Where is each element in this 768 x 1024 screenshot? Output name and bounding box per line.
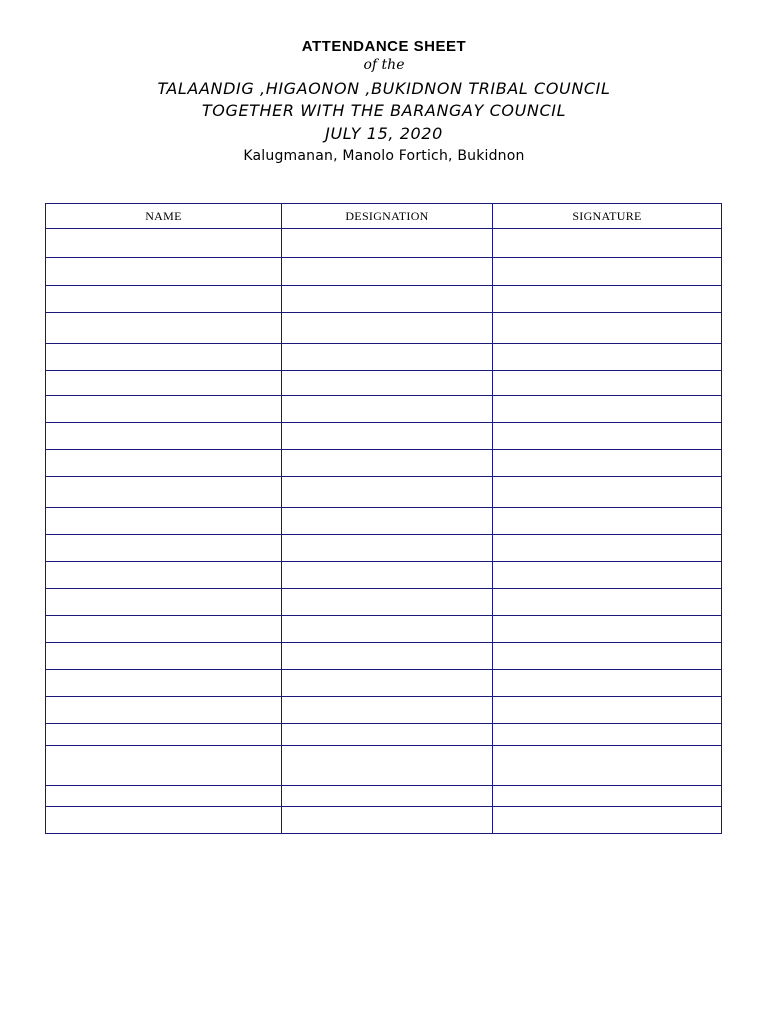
cell-designation[interactable]: [282, 258, 493, 286]
column-header-name: NAME: [46, 204, 282, 229]
cell-name[interactable]: [46, 286, 282, 313]
cell-name[interactable]: [46, 589, 282, 616]
cell-designation[interactable]: [282, 344, 493, 371]
table-row: [46, 643, 722, 670]
cell-signature[interactable]: [493, 371, 722, 396]
cell-designation[interactable]: [282, 423, 493, 450]
council-subline: TOGETHER WITH THE BARANGAY COUNCIL: [201, 101, 567, 120]
cell-designation[interactable]: [282, 807, 493, 834]
document-title: ATTENDANCE SHEET: [301, 38, 467, 55]
document-location: Kalugmanan, Manolo Fortich, Bukidnon: [243, 148, 525, 164]
cell-signature[interactable]: [493, 786, 722, 807]
table-row: [46, 477, 722, 508]
council-name-line: TALAANDIG ,HIGAONON ,BUKIDNON TRIBAL COUNCIL: [157, 79, 611, 98]
cell-designation[interactable]: [282, 313, 493, 344]
table-row: [46, 589, 722, 616]
cell-designation[interactable]: [282, 477, 493, 508]
table-row: [46, 450, 722, 477]
table-row: [46, 423, 722, 450]
cell-name[interactable]: [46, 746, 282, 786]
table-row: [46, 258, 722, 286]
table-header-row: [46, 204, 722, 229]
table-row: [46, 371, 722, 396]
cell-name[interactable]: [46, 229, 282, 258]
table-row: [46, 313, 722, 344]
table-row: [46, 724, 722, 746]
cell-name[interactable]: [46, 562, 282, 589]
cell-name[interactable]: [46, 697, 282, 724]
cell-signature[interactable]: [493, 616, 722, 643]
column-header-designation: DESIGNATION: [282, 204, 493, 229]
table-row: [46, 562, 722, 589]
cell-name[interactable]: [46, 344, 282, 371]
cell-designation[interactable]: [282, 508, 493, 535]
cell-designation[interactable]: [282, 396, 493, 423]
cell-designation[interactable]: [282, 286, 493, 313]
attendance-table: [45, 203, 722, 834]
table-row: [46, 697, 722, 724]
cell-designation[interactable]: [282, 643, 493, 670]
attendance-table-body: [46, 229, 722, 834]
cell-signature[interactable]: [493, 258, 722, 286]
cell-designation[interactable]: [282, 229, 493, 258]
cell-signature[interactable]: [493, 477, 722, 508]
document-date: JULY 15, 2020: [325, 124, 443, 143]
cell-signature[interactable]: [493, 535, 722, 562]
cell-name[interactable]: [46, 535, 282, 562]
table-row: [46, 396, 722, 423]
cell-name[interactable]: [46, 423, 282, 450]
cell-name[interactable]: [46, 258, 282, 286]
cell-signature[interactable]: [493, 697, 722, 724]
table-row: [46, 508, 722, 535]
table-row: [46, 807, 722, 834]
cell-signature[interactable]: [493, 807, 722, 834]
cell-designation[interactable]: [282, 535, 493, 562]
table-row: [46, 670, 722, 697]
column-header-signature: SIGNATURE: [493, 204, 722, 229]
cell-designation[interactable]: [282, 616, 493, 643]
cell-name[interactable]: [46, 313, 282, 344]
cell-designation[interactable]: [282, 670, 493, 697]
cell-name[interactable]: [46, 616, 282, 643]
cell-signature[interactable]: [493, 344, 722, 371]
cell-name[interactable]: [46, 807, 282, 834]
table-row: [46, 535, 722, 562]
cell-designation[interactable]: [282, 589, 493, 616]
cell-signature[interactable]: [493, 396, 722, 423]
cell-signature[interactable]: [493, 423, 722, 450]
cell-name[interactable]: [46, 450, 282, 477]
cell-designation[interactable]: [282, 724, 493, 746]
cell-name[interactable]: [46, 724, 282, 746]
cell-designation[interactable]: [282, 450, 493, 477]
cell-name[interactable]: [46, 643, 282, 670]
table-row: [46, 616, 722, 643]
cell-name[interactable]: [46, 371, 282, 396]
cell-designation[interactable]: [282, 562, 493, 589]
cell-signature[interactable]: [493, 670, 722, 697]
cell-signature[interactable]: [493, 313, 722, 344]
cell-signature[interactable]: [493, 643, 722, 670]
cell-name[interactable]: [46, 477, 282, 508]
cell-signature[interactable]: [493, 589, 722, 616]
cell-designation[interactable]: [282, 786, 493, 807]
cell-signature[interactable]: [493, 450, 722, 477]
table-row: [46, 746, 722, 786]
cell-signature[interactable]: [493, 229, 722, 258]
cell-signature[interactable]: [493, 746, 722, 786]
cell-designation[interactable]: [282, 371, 493, 396]
cell-name[interactable]: [46, 786, 282, 807]
cell-name[interactable]: [46, 396, 282, 423]
table-row: [46, 786, 722, 807]
cell-name[interactable]: [46, 670, 282, 697]
cell-signature[interactable]: [493, 562, 722, 589]
cell-signature[interactable]: [493, 508, 722, 535]
cell-name[interactable]: [46, 508, 282, 535]
cell-designation[interactable]: [282, 746, 493, 786]
cell-designation[interactable]: [282, 697, 493, 724]
table-row: [46, 229, 722, 258]
table-row: [46, 344, 722, 371]
cell-signature[interactable]: [493, 286, 722, 313]
table-row: [46, 286, 722, 313]
cell-signature[interactable]: [493, 724, 722, 746]
document-subtitle: of the: [363, 57, 405, 73]
